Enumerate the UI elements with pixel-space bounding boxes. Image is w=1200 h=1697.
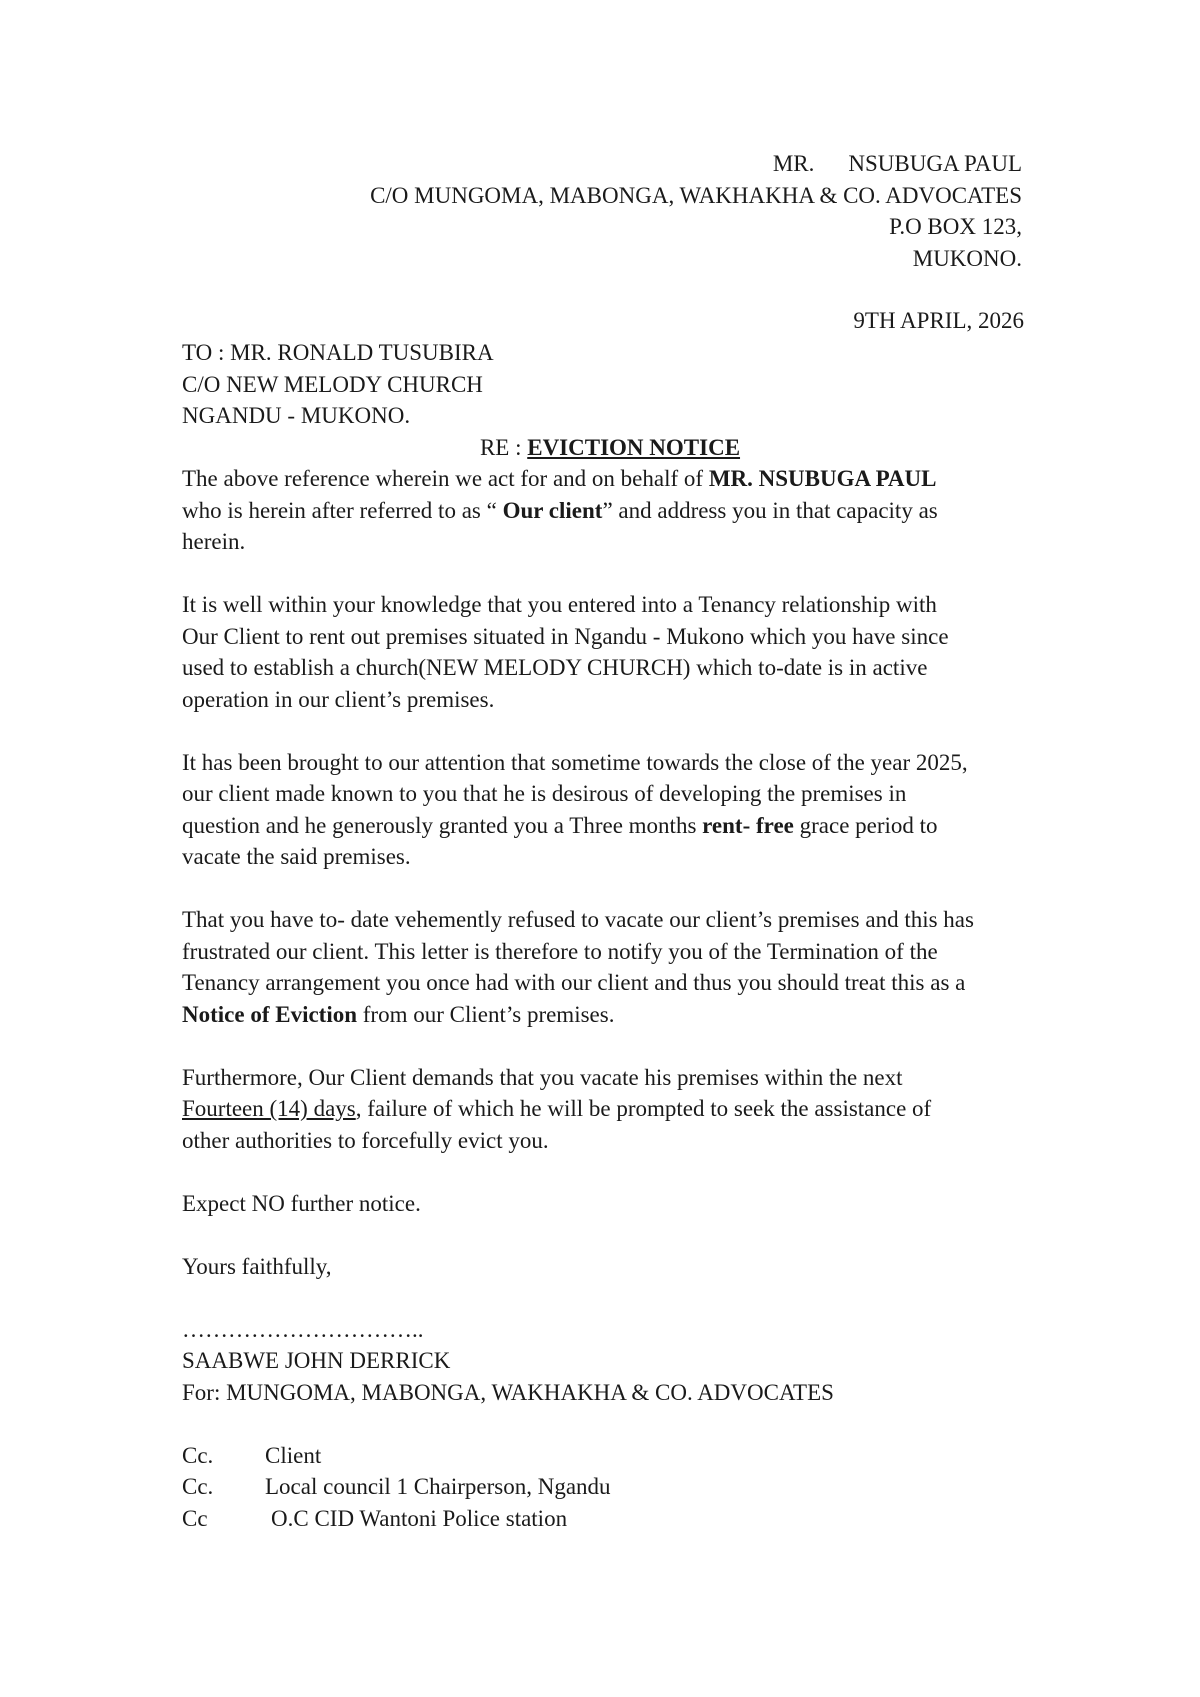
para3-line-3a: question and he generously granted you a Three months	[182, 812, 703, 838]
para2-line-2: Our Client to rent out premises situated in Ngandu - Mukono which you have since	[182, 623, 949, 649]
subject-prefix: RE :	[479, 434, 528, 460]
sender-block	[370, 148, 1022, 274]
rent-free-bold: rent- free	[702, 812, 794, 838]
cc-label: Cc.	[182, 1442, 214, 1468]
signatory-name: SAABWE JOHN DERRICK	[182, 1348, 451, 1373]
para4-line-4b: from our Client’s premises.	[357, 1001, 615, 1027]
notice-of-eviction-bold: Notice of Eviction	[182, 1001, 358, 1027]
subject-title: EVICTION NOTICE	[527, 434, 741, 460]
para1-text-f: herein.	[182, 529, 246, 554]
sender-care-of: C/O MUNGOMA, MABONGA, WAKHAKHA & CO. ADVOCATES	[370, 182, 1022, 208]
para2-line-1: It is well within your knowledge that you entered into a Tenancy relationship with	[182, 592, 937, 617]
para3-line-1: It has been brought to our attention that sometime towards the close of the year 2025,	[182, 749, 968, 775]
para3-line-4: vacate the said premises.	[182, 844, 411, 869]
para2-line-4: operation in our client’s premises.	[182, 686, 495, 712]
para5-line-3: other authorities to forcefully evict you.	[182, 1127, 549, 1153]
paragraph-1	[182, 463, 1030, 558]
para4-line-3: Tenancy arrangement you once had with our client and thus you should treat this as a	[182, 970, 966, 995]
recipient-line-1: TO : MR. RONALD TUSUBIRA	[182, 340, 494, 365]
paragraph-5	[182, 1062, 1030, 1157]
letter-date: 9TH APRIL, 2026	[853, 308, 1024, 333]
client-name-bold: MR. NSUBUGA PAUL	[708, 466, 937, 491]
para5-line-1: Furthermore, Our Client demands that you vacate his premises within the next	[182, 1064, 903, 1090]
para1-text-e: ” and address you in that capacity as	[602, 497, 938, 523]
para3-line-3c: grace period to	[793, 812, 938, 838]
closing: Yours faithfully,	[182, 1253, 332, 1279]
cc-row	[182, 1440, 1030, 1472]
sender-title: MR.	[772, 151, 815, 176]
cc-row	[182, 1503, 1030, 1535]
letter-body	[182, 337, 1030, 1534]
final-notice: Expect NO further notice.	[182, 1190, 421, 1216]
cc-label: Cc	[182, 1505, 208, 1531]
paragraph-3	[182, 747, 1030, 873]
sender-town: MUKONO.	[912, 245, 1022, 271]
signature-line: …………………………..	[182, 1316, 424, 1342]
recipient-line-2: C/O NEW MELODY CHURCH	[182, 371, 483, 397]
para1-text-c: who is herein after referred to as “	[182, 497, 503, 523]
para5-line-2b: , failure of which he will be prompted to seek the assistance of	[355, 1096, 932, 1121]
signatory-firm: For: MUNGOMA, MABONGA, WAKHAKHA & CO. ADVOCATES	[182, 1379, 834, 1405]
para3-line-2: our client made known to you that he is desirous of developing the premises in	[182, 781, 907, 806]
cc-value: Client	[265, 1442, 322, 1468]
sender-name-line	[370, 148, 1022, 180]
cc-label: Cc.	[182, 1474, 214, 1499]
sender-po-box: P.O BOX 123,	[889, 214, 1022, 239]
our-client-bold: Our client	[502, 497, 603, 523]
sender-name: NSUBUGA PAUL	[848, 151, 1022, 176]
cc-value: Local council 1 Chairperson, Ngandu	[265, 1474, 611, 1499]
paragraph-2	[182, 589, 1030, 715]
cc-value: O.C CID Wantoni Police station	[271, 1505, 568, 1531]
para1-text-a: The above reference wherein we act for and on behalf of	[182, 466, 709, 491]
subject-line	[182, 432, 1030, 464]
paragraph-4	[182, 904, 1030, 1030]
recipient-line-3: NGANDU - MUKONO.	[182, 403, 411, 428]
fourteen-days-underlined: Fourteen (14) days	[182, 1096, 356, 1121]
para2-line-3: used to establish a church(NEW MELODY CHURCH) which to-date is in active	[182, 655, 928, 680]
cc-row	[182, 1471, 1030, 1503]
para4-line-1: That you have to- date vehemently refused to vacate our client’s premises and this has	[182, 907, 974, 932]
para4-line-2: frustrated our client. This letter is therefore to notify you of the Termination of the	[182, 938, 938, 964]
